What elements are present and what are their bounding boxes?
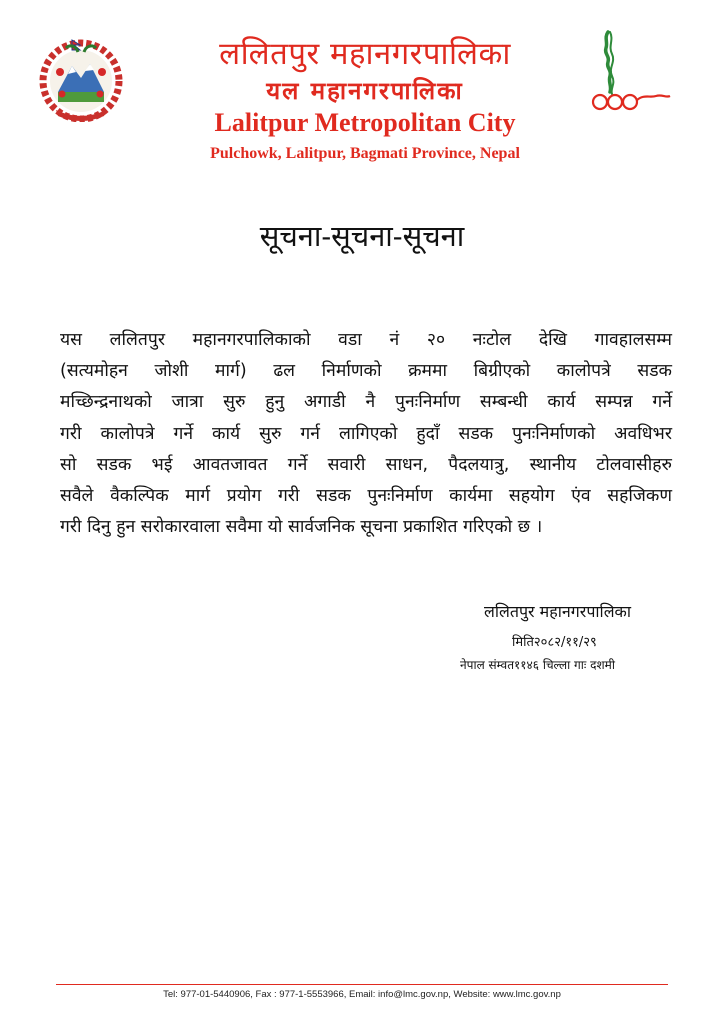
notice-title: सूचना-सूचना-सूचना: [259, 219, 465, 253]
header-name-english: Lalitpur Metropolitan City: [214, 108, 516, 137]
notice-body: [60, 325, 672, 543]
header-name-nepal-bhasa: यल महानगरपालिका: [266, 77, 464, 105]
footer-divider: [56, 984, 668, 985]
header-name-nepali: ललितपुर महानगरपालिका: [219, 36, 511, 72]
notice-body-line: यस ललितपुर महानगरपालिकाको वडा नं २० नःटोल देखि गावहालसम्म: [60, 330, 672, 350]
signature-date: मिति२०८२/११/२९: [512, 635, 597, 650]
signature-nepal-sambat: नेपाल संम्वत११४६ चिल्ला गाः दशमी: [460, 658, 615, 672]
header-address: Pulchowk, Lalitpur, Bagmati Province, Nepal: [210, 145, 520, 162]
notice-body-line: सो सडक भई आवतजावत गर्ने सवारी साधन, पैदलयात्रु, स्थानीय टोलवासीहरु: [60, 454, 672, 475]
signature-office: ललितपुर महानगरपालिका: [484, 602, 631, 621]
notice-body-line: गरी दिनु हुन सरोकारवाला सवैमा यो सार्वजनिक सूचना प्रकाशित गरिएको छ ।: [60, 517, 543, 538]
footer-contact: Tel: 977-01-5440906, Fax : 977-1-5553966, Email: info@lmc.gov.np, Website: www.lmc.gov.np: [163, 989, 561, 1000]
notice-body-line: सवैले वैकल्पिक मार्ग प्रयोग गरी सडक पुनःनिर्माण कार्यमा सहयोग एंव सहजिकण: [60, 486, 672, 507]
notice-body-line: मच्छिन्द्रनाथको जात्रा सुरु हुनु अगाडी नै पुनःनिर्माण सम्बन्धी कार्य सम्पन्न गर्ने: [60, 392, 672, 413]
lalitpur-metropolitan-logo-icon: [586, 28, 672, 118]
notice-body-line: गरी कालोपत्रे गर्ने कार्य सुरु गर्न लागिएको हुदाँ सडक पुनःनिर्माणको अवधिभर: [60, 423, 672, 444]
nepal-government-emblem-icon: [38, 36, 124, 122]
notice-body-line: (सत्यमोहन जोशी मार्ग) ढल निर्माणको क्रममा बिग्रीएको कालोपत्रे सडक: [60, 361, 672, 382]
